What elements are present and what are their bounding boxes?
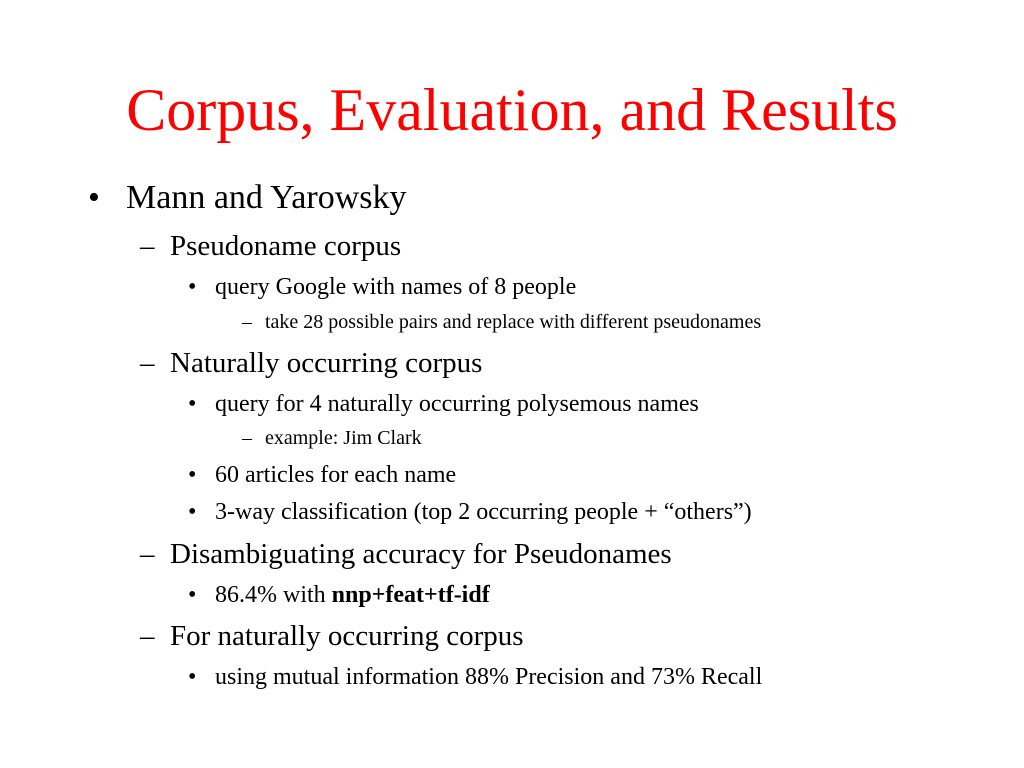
bullet-item-l3: query Google with names of 8 people (215, 274, 577, 300)
bullet-item-l3: query for 4 naturally occurring polysemous names (215, 391, 699, 417)
bullet-marker: • (188, 499, 197, 525)
bullet-item-l2: Disambiguating accuracy for Pseudonames (170, 538, 672, 570)
bullet-marker: • (188, 462, 197, 488)
bullet-item-l3 (215, 581, 490, 609)
bullet-item-l3: 3-way classification (top 2 occurring people + “others”) (215, 499, 752, 525)
bullet-marker: • (188, 391, 197, 417)
bullet-item-l4: take 28 possible pairs and replace with different pseudonames (265, 311, 762, 333)
bullet-item-l2: For naturally occurring corpus (170, 620, 524, 652)
bullet-marker: • (188, 274, 197, 300)
bullet-item-l3: 60 articles for each name (215, 462, 457, 488)
dash-marker: – (242, 427, 252, 449)
dash-marker: – (242, 311, 252, 333)
bullet-item-l3: using mutual information 88% Precision and 73% Recall (215, 664, 763, 690)
dash-marker: – (140, 620, 155, 652)
dash-marker: – (140, 230, 155, 262)
bullet-marker: • (88, 179, 100, 216)
bullet-item-l2: Naturally occurring corpus (170, 347, 483, 379)
method-name-bold: nnp+feat+tf-idf (331, 582, 490, 608)
bullet-item-l2: Pseudoname corpus (170, 230, 402, 262)
bullet-marker: • (188, 582, 197, 608)
slide-title: Corpus, Evaluation, and Results (126, 77, 898, 143)
dash-marker: – (140, 347, 155, 379)
bullet-item-l4: example: Jim Clark (265, 427, 422, 449)
bullet-marker: • (188, 664, 197, 690)
dash-marker: – (140, 538, 155, 570)
bullet-item-l1: Mann and Yarowsky (126, 179, 407, 216)
bullet-item-text: 86.4% with (215, 582, 332, 608)
